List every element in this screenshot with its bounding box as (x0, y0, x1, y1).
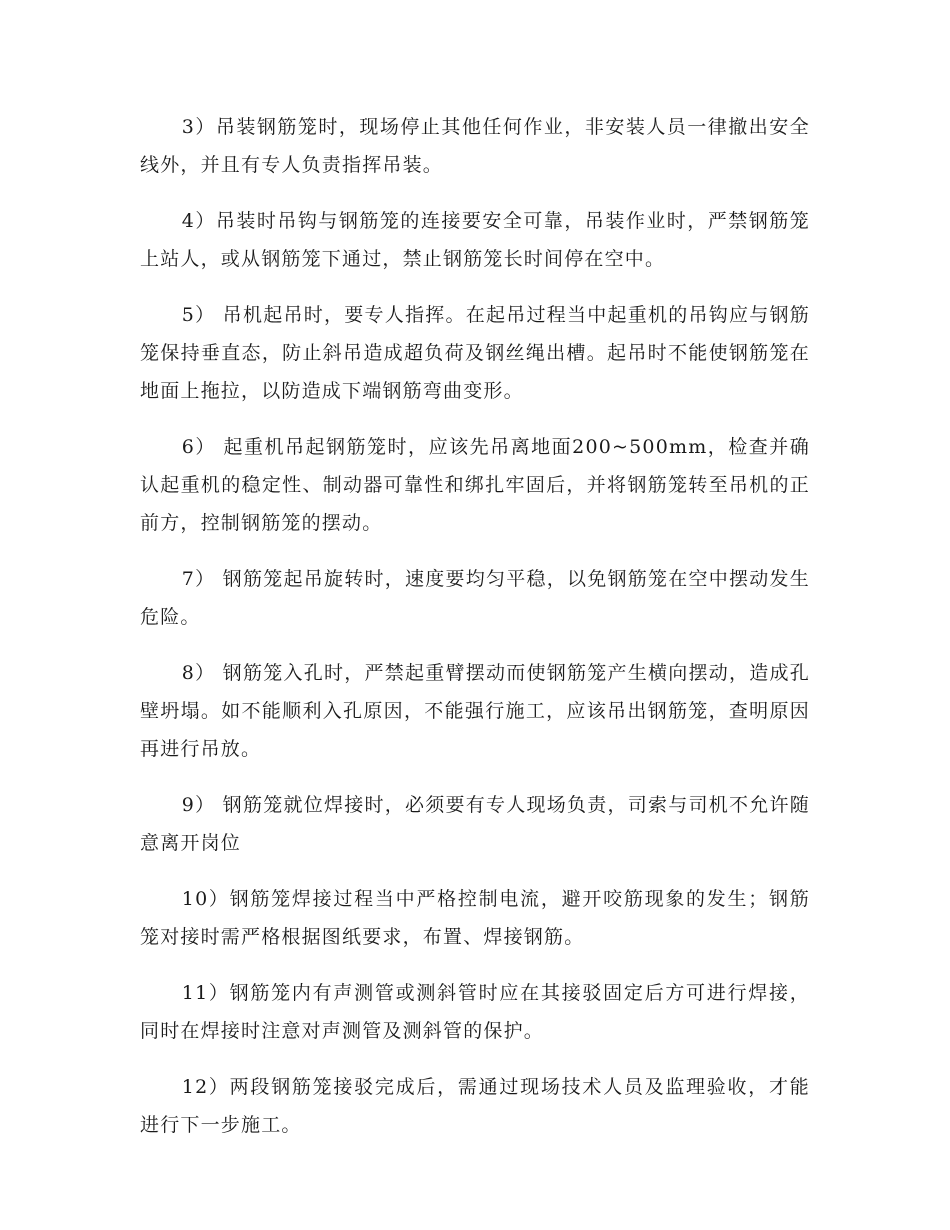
paragraph-8: 8） 钢筋笼入孔时，严禁起重臂摆动而使钢筋笼产生横向摆动，造成孔壁坍塌。如不能顺利入孔原因，不能强行施工，应该吊出钢筋笼，查明原因再进行吊放。 (140, 662, 810, 760)
paragraph-10: 10）钢筋笼焊接过程当中严格控制电流，避开咬筋现象的发生；钢筋笼对接时需严格根据图纸要求，布置、焊接钢筋。 (140, 888, 810, 948)
paragraph-6: 6） 起重机吊起钢筋笼时，应该先吊离地面200~500mm，检查并确认起重机的稳定性、制动器可靠性和绑扎牢固后，并将钢筋笼转至吊机的正前方，控制钢筋笼的摆动。 (140, 436, 810, 534)
paragraph-4: 4）吊装时吊钩与钢筋笼的连接要安全可靠，吊装作业时，严禁钢筋笼上站人，或从钢筋笼下通过，禁止钢筋笼长时间停在空中。 (140, 210, 810, 270)
paragraph-11: 11）钢筋笼内有声测管或测斜管时应在其接驳固定后方可进行焊接，同时在焊接时注意对声测管及测斜管的保护。 (140, 982, 810, 1042)
paragraph-3: 3）吊装钢筋笼时，现场停止其他任何作业，非安装人员一律撤出安全线外，并且有专人负责指挥吊装。 (140, 116, 810, 176)
paragraph-12: 12）两段钢筋笼接驳完成后，需通过现场技术人员及监理验收，才能进行下一步施工。 (140, 1076, 810, 1136)
document-body (140, 108, 810, 1162)
paragraph-7: 7） 钢筋笼起吊旋转时，速度要均匀平稳，以免钢筋笼在空中摆动发生危险。 (140, 568, 810, 628)
paragraph-5: 5） 吊机起吊时，要专人指挥。在起吊过程当中起重机的吊钩应与钢筋笼保持垂直态，防止斜吊造成超负荷及钢丝绳出槽。起吊时不能使钢筋笼在地面上拖拉，以防造成下端钢筋弯曲变形。 (140, 304, 810, 402)
paragraph-9: 9） 钢筋笼就位焊接时，必须要有专人现场负责，司索与司机不允许随意离开岗位 (140, 794, 810, 854)
